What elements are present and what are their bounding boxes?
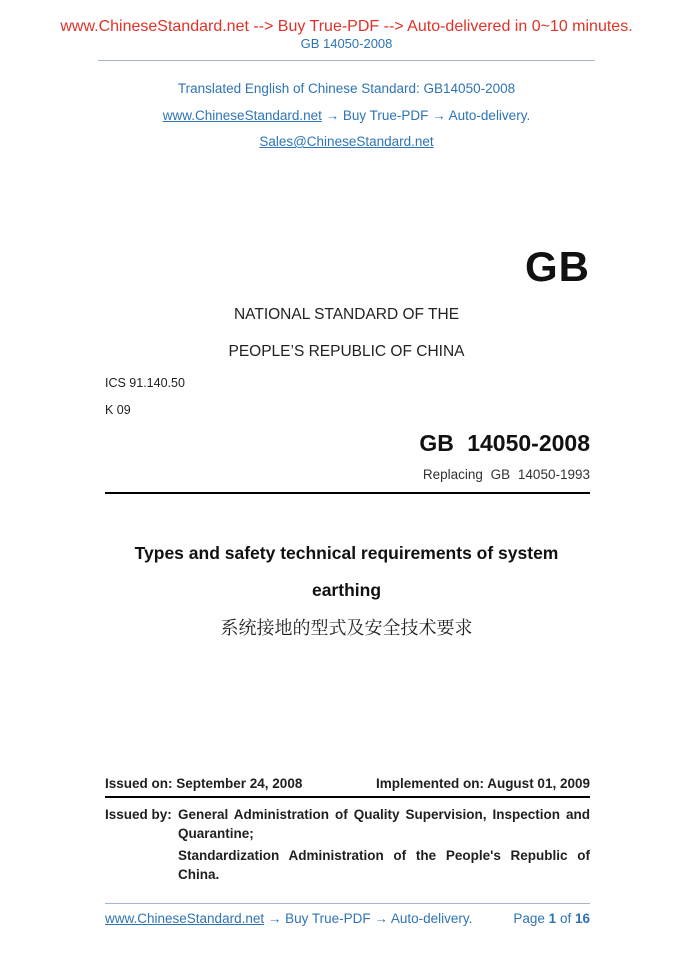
issued-by-content <box>178 805 590 884</box>
top-banner: www.ChineseStandard.net --> Buy True-PDF --> Auto-delivered in 0~10 minutes. <box>60 18 633 35</box>
page-current: 1 <box>548 911 557 926</box>
page-footer <box>105 903 590 927</box>
issued-by-label: Issued by: <box>105 807 172 822</box>
footer-divider <box>105 903 590 904</box>
ics-code: ICS 91.140.50 <box>105 376 185 390</box>
sales-email-link[interactable]: Sales@ChineseStandard.net <box>259 134 434 149</box>
k-code: K 09 <box>105 403 131 417</box>
buy-line-rest: → Buy True-PDF → Auto-delivery. <box>321 108 531 123</box>
issue-divider <box>105 796 590 798</box>
standard-divider <box>105 492 590 494</box>
buy-line <box>0 108 693 124</box>
issued-on: Issued on: September 24, 2008 <box>105 776 303 791</box>
issue-dates-row <box>105 776 590 792</box>
national-standard-line1: NATIONAL STANDARD OF THE <box>233 306 460 323</box>
doc-code-header: GB 14050-2008 <box>300 36 393 51</box>
footer-website-link[interactable]: www.ChineseStandard.net <box>105 911 265 926</box>
footer-row <box>105 911 590 927</box>
header-divider <box>98 60 595 61</box>
page-total: 16 <box>574 911 590 926</box>
gb-logo: GB <box>525 243 590 290</box>
issuer-1: General Administration of Quality Supervision, Inspection and Quarantine; <box>178 807 590 841</box>
national-standard-line2: PEOPLE’S REPUBLIC OF CHINA <box>228 343 465 360</box>
translated-line: Translated English of Chinese Standard: GB14050-2008 <box>177 81 516 96</box>
footer-buy-rest: → Buy True-PDF → Auto-delivery. <box>264 911 473 926</box>
of-label: of <box>559 911 572 926</box>
document-title-chinese: 系统接地的型式及安全技术要求 <box>220 618 473 638</box>
document-title-line2: earthing <box>311 580 382 600</box>
website-link[interactable]: www.ChineseStandard.net <box>162 108 322 123</box>
page-label: Page <box>513 911 545 926</box>
footer-buy-line <box>105 911 472 927</box>
sales-line <box>0 134 693 150</box>
standard-code: GB 14050-2008 <box>419 430 590 456</box>
issuer-2: Standardization Administration of the People's Republic of China. <box>178 848 590 882</box>
issued-by-block <box>105 805 590 884</box>
document-title-line1: Types and safety technical requirements of system <box>134 543 559 563</box>
implemented-on: Implemented on: August 01, 2009 <box>375 776 590 791</box>
page-number <box>513 911 590 927</box>
replacing-note: Replacing GB 14050-1993 <box>422 467 590 482</box>
